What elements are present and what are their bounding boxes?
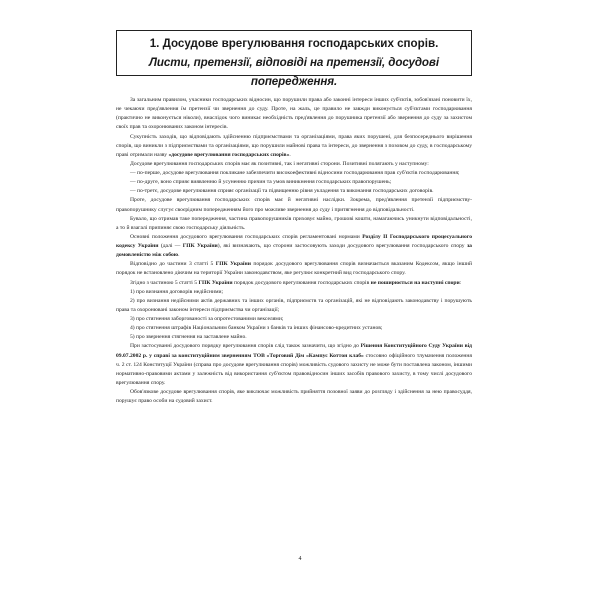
list-item: 2) про визнання недійсними актів державних та інших органів, підприємств та організацій, які не відповідають законодавству і порушують права та охоронювані законом інтереси підприємства чи організації; xyxy=(116,297,472,313)
list-item: — по-перше, досудове врегулювання покликане забезпечити високоефективні відносини господарювання прав суб'єктів господарювання; xyxy=(130,170,460,176)
list-item: 3) про стягнення заборгованості за опротестованими векселями; xyxy=(130,316,284,322)
list-item: — по-друге, воно сприяє виявленню й усуненню причин та умов виникнення господарських правопорушень; xyxy=(130,179,392,186)
paragraph: Основні положення досудового врегулювання господарських спорів регламентовані нормами Розділу II Господарського процесуального кодексу України (далі — ГПК України), які визначають, що сторони застосовують заходи досудового врегулювання господарського спору за домовленістю між собою. xyxy=(116,233,473,259)
bold-phrase: ГПК України xyxy=(198,279,233,286)
paragraph: Обов'язкове досудове врегулювання спорів, яке виключає можливість прийняття позовної заяви до розгляду і здійснення за нею правосуддя, порушує право особи на судовий захист. xyxy=(116,389,472,405)
bold-phrase: Розділу II Господарського процесуального кодексу України xyxy=(116,233,473,249)
paragraph: Відповідно до частини 3 статті 5 ГПК України порядок досудового врегулювання спорів визначається вказаним Кодексом, якщо інший порядок не встановлено діючим на території України законодавством, яке регулює конкретний вид господарського спору. xyxy=(116,261,472,277)
paragraph: Досудове врегулювання господарських спорів має як позитивні, так і негативні сторони. Позитивні полягають у наступному: xyxy=(130,160,429,167)
paragraph: Проте, досудове врегулювання господарських спорів має й негативні наслідки. Зокрема, пред'явлення претензії підприємству-правопорушнику слугує своєрідним попередженням його про можливе звернення до суду і притягнення до відповідальності. xyxy=(116,197,472,213)
body-text xyxy=(116,96,472,406)
list-item: — по-третє, досудове врегулювання сприяє організації та підвищенню рівня укладення та виконання господарських договорів. xyxy=(130,188,434,195)
bold-phrase: за домовленістю між собою xyxy=(116,243,472,259)
bold-phrase: «досудове врегулювання господарських спорів» xyxy=(168,151,290,158)
bold-phrase: ГПК України xyxy=(215,261,251,268)
list-item: 4) про стягнення штрафів Національним банком України з банків та інших фінансово-кредитних установ; xyxy=(130,325,383,332)
section-title-box xyxy=(116,30,472,88)
section-subtitle: Листи, претензії, відповіді на претензії, досудові попередження. xyxy=(149,56,439,88)
paragraph: Згідно з частиною 5 статті 5 ГПК України порядок досудового врегулювання господарських спорів не поширюється на наступні спори: xyxy=(130,279,462,286)
list-item: 1) про визнання договорів недійсними; xyxy=(130,288,224,295)
bold-phrase: Рішення Конституційного Суду України від 09.07.2002 р. у справі за конституційним зверненням ТОВ «Торговий Дім «Кампус Коттон клаб» xyxy=(116,343,472,359)
section-title: 1. Досудове врегулювання господарських спорів. xyxy=(149,37,439,50)
paragraph: Бувало, що отримав таке попередження, частина правопорушників приховує майно, грошові кошти, намагаючись уникнути відповідальності, а то й взагалі припиняє свою господарську діяльність. xyxy=(116,215,472,231)
bold-phrase: не поширюється на наступні спори xyxy=(370,279,460,286)
list-item: 5) про звернення стягнення на заставлене майно. xyxy=(130,334,247,341)
paragraph: Сукупність заходів, що відповідають здійсненню підприємствами та організаціями, права яких порушені, для безпосереднього вирішення спорів, що виникли з підприємствами та організаціями, що порушили майнові права та інтереси, до звернення з позовом до суду, в господарському праві отримали назву «досудове врегулювання господарських спорів». xyxy=(116,133,472,158)
page-number: 4 xyxy=(298,556,302,562)
paragraph: За загальним правилом, учасники господарських відносин, що порушили права або законні інтереси інших суб'єктів, зобов'язані поновити їх, не чекаючи пред'явлення їм претензії чи звернення до суду. Проте, на жаль, це правило не завжди виконується суб'єктами господарювання (практично не виконується ніколи), внаслідок чого виникає необхідність пред'явлення до порушника претензії або звернення до суду за захистом своїх прав та охоронюваних законом інтересів. xyxy=(116,97,472,131)
bold-phrase: ГПК України xyxy=(182,243,218,249)
paragraph: При застосуванні досудового порядку врегулювання спорів слід також зазначити, що згідно до Рішення Конституційного Суду України від 09.07.2002 р. у справі за конституційним зверненням ТОВ «Торговий Дім «Кампус Коттон клаб» стосовно офіційного тлумачення положення ч. 2 ст. 124 Конституції України (справа про досудове врегулювання спорів) можливість судового захисту не може бути поставлена законом, іншими нормативно-правовими актами у залежність від використання суб'єктом правовідносин інших засобів правового захисту, в тому числі досудового врегулювання спору. xyxy=(116,343,472,386)
